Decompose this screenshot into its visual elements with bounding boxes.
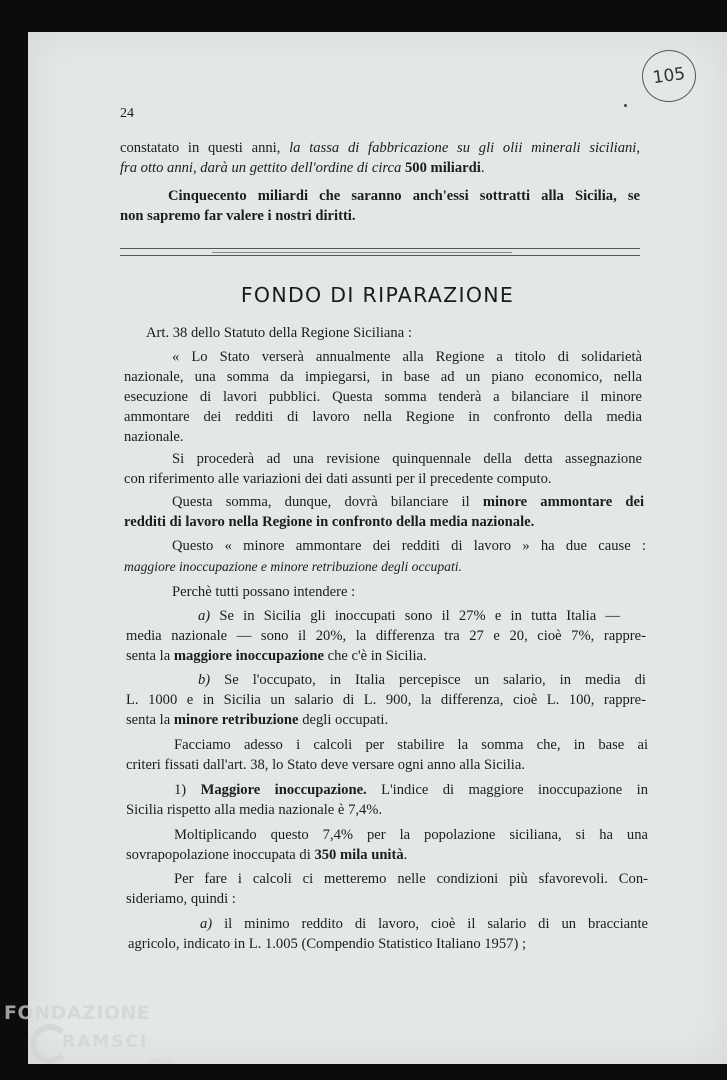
p4-line-1: Facciamo adesso i calcoli per stabilire la somma che, in base ai [174, 737, 648, 753]
intro-line-2: fra otto anni, darà un gettito dell'ordine di circa 500 miliardi. [120, 160, 485, 176]
quote-line-3: esecuzione di lavori pubblici. Questa somma tenderà a bilanciare il minore [124, 389, 642, 405]
separator-line-middle [212, 252, 512, 253]
pb-line-2: L. 1000 e in Sicilia un salario di L. 900, la differenza, cioè L. 100, rappre- [126, 692, 646, 708]
pa-line-3: senta la maggiore inoccupazione che c'è in Sicilia. [126, 648, 427, 664]
quote-line-1: « Lo Stato verserà annualmente alla Regione a titolo di solidarietà [172, 349, 642, 365]
intro-line-1: constatato in questi anni, la tassa di fabbricazione su gli olii minerali siciliani, [120, 140, 640, 156]
p1-line-1: Questa somma, dunque, dovrà bilanciare il minore ammontare dei [172, 494, 644, 510]
p6-line-1: Moltiplicando questo 7,4% per la popolazione siciliana, si ha una [174, 827, 648, 843]
separator-line-top [120, 248, 640, 249]
page-number: 24 [120, 106, 134, 121]
p2-line-1: Questo « minore ammontare dei redditi di lavoro » ha due cause : [172, 538, 646, 554]
watermark-line-3: onlus [150, 1056, 172, 1065]
pb-line-3: senta la minore retribuzione degli occupati. [126, 712, 389, 728]
quote-line-2: nazionale, una somma da impiegarsi, in base ad un piano economico, nella [124, 369, 642, 385]
watermark-line-2: RAMSCI [62, 1032, 149, 1052]
pa2-line-2: agricolo, indicato in L. 1.005 (Compendio Statistico Italiano 1957) ; [128, 936, 527, 952]
fondazione-gramsci-watermark [4, 1000, 194, 1076]
p4-line-2: criteri fissati dall'art. 38, lo Stato deve versare ogni anno alla Sicilia. [126, 757, 525, 773]
document-page [28, 32, 727, 1064]
p3-line: Perchè tutti possano intendere : [172, 584, 356, 600]
quote-line-7: con riferimento alle variazioni dei dati assunti per il precedente computo. [124, 471, 552, 487]
pa-line-2: media nazionale — sono il 20%, la differenza tra 27 e 20, cioè 7%, rappre- [126, 628, 646, 644]
intro-line-4: non sapremo far valere i nostri diritti. [120, 208, 356, 224]
p7-line-2: sideriamo, quindi : [126, 891, 236, 907]
quote-line-6: Si procederà ad una revisione quinquennale della detta assegnazione [172, 451, 642, 467]
p5-line-1: 1) Maggiore inoccupazione. L'indice di maggiore inoccupazione in [174, 782, 649, 798]
pa2-line-1: a) il minimo reddito di lavoro, cioè il salario di un bracciante [200, 916, 648, 932]
p5-line-2: Sicilia rispetto alla media nazionale è 7,4%. [126, 802, 383, 818]
archive-number-stamp: 105 [639, 46, 700, 105]
p2-line-2: maggiore inoccupazione e minore retribuzione degli occupati. [124, 559, 462, 574]
p1-line-2: redditi di lavoro nella Regione in confronto della media nazionale. [124, 514, 535, 530]
watermark-line-1: FONDAZIONE [4, 1002, 151, 1024]
quote-line-4: ammontare dei redditi di lavoro nella Regione in confronto della media [124, 409, 642, 425]
separator-line-bottom [120, 255, 640, 256]
section-heading: FONDO DI RIPARAZIONE [240, 283, 515, 307]
quote-line-5: nazionale. [124, 429, 184, 445]
pa-line-1: a) Se in Sicilia gli inoccupati sono il 27% e in tutta Italia — [198, 608, 620, 624]
article-intro: Art. 38 dello Statuto della Regione Siciliana : [146, 325, 412, 341]
intro-line-3: Cinquecento miliardi che saranno anch'essi sottratti alla Sicilia, se [168, 188, 640, 204]
pb-line-1: b) Se l'occupato, in Italia percepisce un salario, in media di [198, 672, 646, 688]
p7-line-1: Per fare i calcoli ci metteremo nelle condizioni più sfavorevoli. Con- [174, 871, 648, 887]
ink-dot [624, 104, 627, 107]
p6-line-2: sovrapopolazione inoccupata di 350 mila unità. [126, 847, 408, 863]
